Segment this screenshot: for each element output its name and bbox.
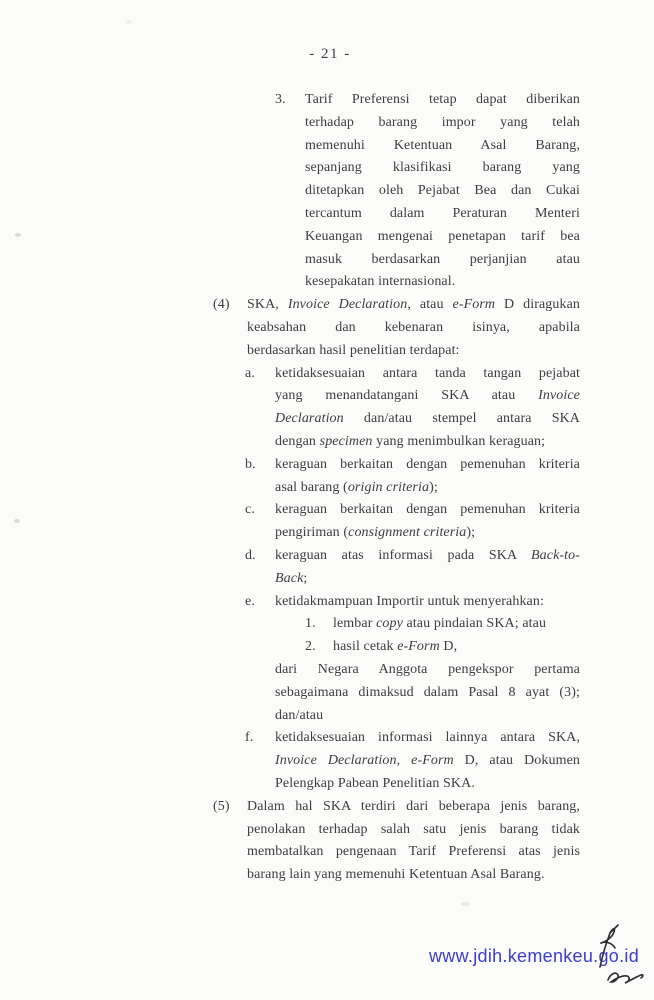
- text-segment: );: [466, 525, 476, 541]
- italic-text: consignment criteria: [348, 525, 467, 541]
- text-line: [247, 317, 580, 340]
- text-segment: dari Negara Anggota pengekspor pertama: [275, 661, 580, 677]
- page-number: - 21 -: [309, 46, 351, 62]
- text-line: [247, 294, 580, 317]
- text-line: [305, 135, 580, 158]
- list-marker: (4): [213, 297, 230, 313]
- italic-text: Declaration: [275, 411, 344, 427]
- list-marker: e.: [245, 593, 255, 609]
- text-segment: kesepakatan internasional.: [305, 274, 456, 290]
- text-segment: yang menimbulkan keraguan;: [372, 433, 546, 449]
- text-segment: Dalam hal SKA terdiri dari beberapa jenis barang,: [247, 798, 580, 814]
- text-line: [305, 180, 580, 203]
- text-line: [305, 249, 580, 272]
- list-marker: d.: [245, 547, 256, 563]
- text-segment: hasil cetak: [333, 639, 398, 655]
- list-item: [213, 659, 580, 727]
- text-segment: ;: [303, 570, 308, 586]
- text-line: [305, 112, 580, 135]
- text-line: [333, 613, 580, 636]
- italic-text: Invoice: [538, 388, 580, 404]
- scan-artifact: [14, 519, 20, 523]
- text-line: [275, 431, 580, 454]
- text-line: [275, 522, 580, 545]
- text-line: [275, 385, 580, 408]
- signature-mark: [588, 920, 650, 994]
- scan-artifact: [461, 902, 470, 906]
- text-line: [247, 340, 580, 363]
- list-item: [213, 363, 580, 454]
- list-item: [213, 454, 580, 500]
- text-segment: atau pindaian SKA; atau: [402, 616, 547, 632]
- list-item: [213, 727, 580, 795]
- text-segment: sepanjang klasifikasi barang yang: [305, 160, 580, 176]
- text-line: [305, 89, 580, 112]
- list-marker: f.: [245, 730, 254, 746]
- text-line: [305, 203, 580, 226]
- text-line: [275, 499, 580, 522]
- text-segment: lembar: [333, 616, 377, 632]
- text-segment: terhadap barang impor yang telah: [305, 114, 580, 130]
- text-segment: penolakan terhadap salah satu jenis barang tidak: [247, 821, 580, 837]
- text-segment: membatalkan pengenaan Tarif Preferensi atas jenis: [247, 844, 580, 860]
- list-marker: b.: [245, 456, 256, 472]
- list-item: [213, 796, 580, 887]
- list-item: [213, 294, 580, 362]
- text-segment: pengiriman (: [275, 525, 349, 541]
- list-item: [213, 591, 580, 614]
- text-line: [275, 682, 580, 705]
- italic-text: e-Form: [397, 639, 440, 655]
- text-line: [275, 545, 580, 568]
- text-line: [333, 636, 580, 659]
- text-segment: ketidaksesuaian antara tanda tangan pejabat: [275, 365, 580, 381]
- text-segment: SKA,: [247, 297, 288, 313]
- italic-text: origin criteria: [347, 479, 430, 495]
- text-line: [275, 568, 580, 591]
- text-line: [275, 408, 580, 431]
- text-line: [275, 659, 580, 682]
- text-line: [275, 773, 580, 796]
- text-segment: berdasarkan hasil penelitian terdapat:: [247, 342, 460, 358]
- text-segment: keraguan berkaitan dengan pemenuhan kriteria: [275, 456, 580, 472]
- text-line: [305, 157, 580, 180]
- text-line: [275, 727, 580, 750]
- list-item: [213, 613, 580, 636]
- text-segment: tercantum dalam Peraturan Menteri: [305, 205, 580, 221]
- list-item: [213, 545, 580, 591]
- list-marker: 2.: [305, 639, 316, 655]
- text-line: [247, 819, 580, 842]
- list-marker: (5): [213, 798, 230, 814]
- text-line: [275, 477, 580, 500]
- text-segment: keraguan atas informasi pada SKA: [275, 547, 531, 563]
- text-segment: keraguan berkaitan dengan pemenuhan kriteria: [275, 502, 580, 518]
- list-marker: a.: [245, 365, 255, 381]
- text-line: [275, 591, 580, 614]
- text-line: [275, 750, 580, 773]
- text-segment: dan/atau: [275, 707, 324, 723]
- text-segment: D, atau Dokumen: [453, 753, 580, 769]
- text-segment: sebagaimana dimaksud dalam Pasal 8 ayat (3);: [275, 684, 580, 700]
- list-item: [213, 636, 580, 659]
- italic-text: Invoice Declaration: [275, 753, 397, 769]
- text-segment: , atau: [407, 297, 453, 313]
- text-line: [305, 271, 580, 294]
- list-item: [213, 499, 580, 545]
- text-segment: ketidaksesuaian informasi lainnya antara SKA,: [275, 730, 580, 746]
- italic-text: Back-to-: [531, 547, 580, 563]
- italic-text: Back: [275, 570, 304, 586]
- text-line: [247, 841, 580, 864]
- text-line: [275, 363, 580, 386]
- text-segment: ,: [396, 753, 412, 769]
- text-segment: Keuangan mengenai penetapan tarif bea: [305, 228, 580, 244]
- text-segment: yang menandatangani SKA atau: [275, 388, 539, 404]
- text-segment: ketidakmampuan Importir untuk menyerahkan:: [275, 593, 544, 609]
- text-segment: D diragukan: [495, 297, 580, 313]
- document-body: [213, 89, 580, 887]
- text-line: [247, 796, 580, 819]
- text-segment: dan/atau stempel antara SKA: [343, 411, 580, 427]
- text-line: [275, 705, 580, 728]
- list-marker: 3.: [275, 92, 286, 107]
- text-segment: Pelengkap Pabean Penelitian SKA.: [275, 775, 475, 791]
- list-item: [213, 89, 580, 294]
- scan-artifact: [15, 233, 21, 237]
- text-segment: barang lain yang memenuhi Ketentuan Asal Barang.: [247, 867, 545, 883]
- list-marker: c.: [245, 502, 255, 518]
- italic-text: copy: [376, 616, 403, 632]
- text-line: [305, 226, 580, 249]
- text-segment: );: [429, 479, 438, 495]
- text-line: [247, 864, 580, 887]
- italic-text: specimen: [319, 433, 373, 449]
- text-segment: Tarif Preferensi tetap dapat diberikan: [305, 92, 580, 107]
- text-line: [275, 454, 580, 477]
- list-marker: 1.: [305, 616, 316, 632]
- text-segment: dengan: [275, 433, 320, 449]
- scan-artifact: [126, 20, 132, 24]
- text-segment: keabsahan dan kebenaran isinya, apabila: [247, 319, 580, 335]
- text-segment: asal barang (: [275, 479, 348, 495]
- text-segment: D,: [439, 639, 458, 655]
- text-segment: memenuhi Ketentuan Asal Barang,: [305, 137, 580, 153]
- italic-text: e-Form: [452, 297, 496, 313]
- italic-text: Invoice Declaration: [287, 297, 408, 313]
- footer-watermark-link[interactable]: www.jdih.kemenkeu.go.id: [429, 946, 640, 966]
- text-segment: ditetapkan oleh Pejabat Bea dan Cukai: [305, 183, 580, 199]
- text-segment: masuk berdasarkan perjanjian atau: [305, 251, 580, 267]
- italic-text: e-Form: [411, 753, 454, 769]
